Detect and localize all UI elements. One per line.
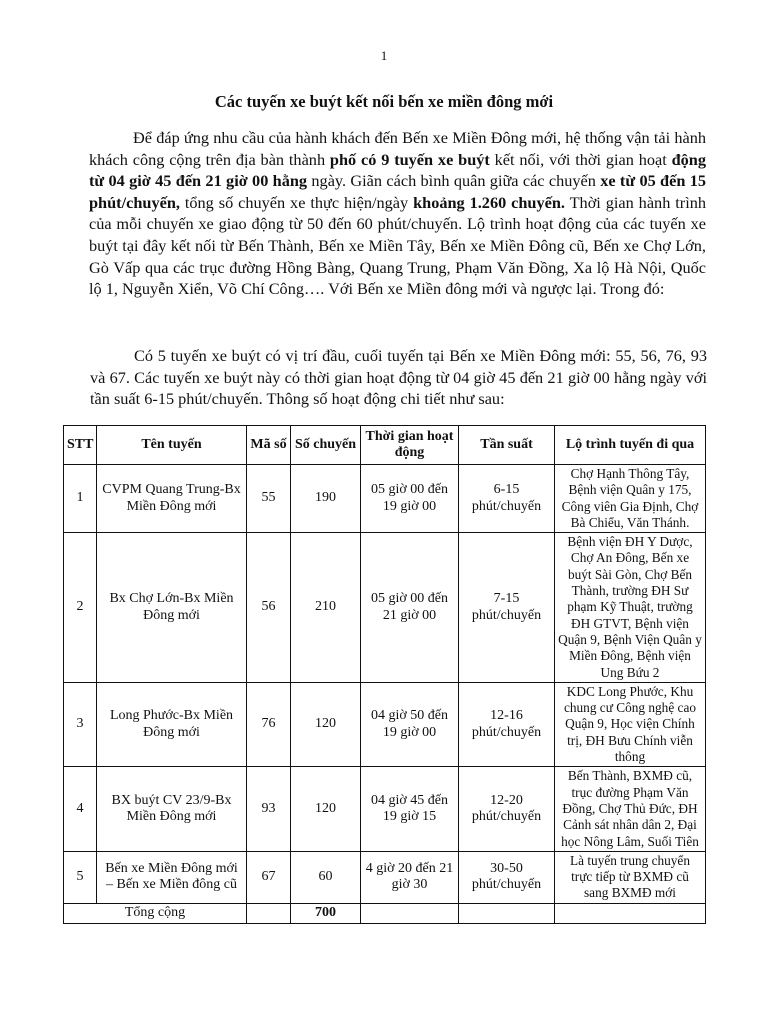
- cell-route-code: 56: [247, 533, 291, 683]
- cell-route-name: BX buýt CV 23/9-Bx Miền Đông mới: [97, 767, 247, 851]
- cell-trips: 190: [291, 465, 361, 533]
- cell-frequency: 12-16 phút/chuyến: [459, 682, 555, 766]
- summary-paragraph: Có 5 tuyến xe buýt có vị trí đầu, cuối tuyến tại Bến xe Miền Đông mới: 55, 56, 76, 93 và 67. Các tuyến xe buýt này có thời gian hoạt động từ 04 giờ 45 đến 21 giờ 00 hằng ngày với tần suất 6-15 phút/chuyến. Thông số hoạt động chi tiết như sau:: [90, 346, 707, 409]
- table-header-row: [64, 426, 706, 465]
- total-empty-cell: [361, 903, 459, 923]
- cell-route-path: Bệnh viện ĐH Y Dược, Chợ An Đông, Bến xe buýt Sài Gòn, Chợ Bến Thành, trường ĐH Sư phạm Kỹ Thuật, trường ĐH GTVT, Bệnh viện Quận 9, Bệnh Viện Quân y Miền Đông, Bệnh viện Ung Bứu 2: [555, 533, 706, 683]
- total-empty-cell: [555, 903, 706, 923]
- header-trips: Số chuyến: [291, 426, 361, 465]
- header-route-name: Tên tuyến: [97, 426, 247, 465]
- header-route-path: Lộ trình tuyến đi qua: [555, 426, 706, 465]
- table-total-row: [64, 903, 706, 923]
- cell-route-name: Bến xe Miền Đông mới – Bến xe Miền đông cũ: [97, 851, 247, 903]
- cell-operating-hours: 04 giờ 45 đến 19 giờ 15: [361, 767, 459, 851]
- cell-route-path: KDC Long Phước, Khu chung cư Công nghệ cao Quận 9, Học viện Chính trị, ĐH Bưu Chính viễn thông: [555, 682, 706, 766]
- cell-route-path: Bến Thành, BXMĐ cũ, trục đường Phạm Văn Đồng, Chợ Thủ Đức, ĐH Cảnh sát nhân dân 2, Đại học Nông Lâm, Suối Tiên: [555, 767, 706, 851]
- cell-trips: 120: [291, 682, 361, 766]
- cell-route-name: Bx Chợ Lớn-Bx Miền Đông mới: [97, 533, 247, 683]
- cell-frequency: 12-20 phút/chuyến: [459, 767, 555, 851]
- intro-paragraph: Để đáp ứng nhu cầu của hành khách đến Bến xe Miền Đông mới, hệ thống vận tải hành khách công cộng trên địa bàn thành phố có 9 tuyến xe buýt kết nối, với thời gian hoạt động từ 04 giờ 45 đến 21 giờ 00 hằng ngày. Giãn cách bình quân giữa các chuyến xe từ 05 đến 15 phút/chuyến, tổng số chuyến xe thực hiện/ngày khoảng 1.260 chuyến. Thời gian hành trình của mỗi chuyến xe giao động từ 50 đến 60 phút/chuyến. Lộ trình hoạt động của các tuyến xe buýt tại đây kết nối từ Bến Thành, Bến xe Miền Tây, Bến xe Miền Đông cũ, Bến xe Chợ Lớn, Gò Vấp qua các trục đường Hồng Bàng, Quang Trung, Phạm Văn Đồng, Xa lộ Hà Nội, Quốc lộ 1, Nguyễn Xiển, Võ Chí Công…. Với Bến xe Miền đông mới và ngược lại. Trong đó:: [89, 128, 707, 299]
- cell-stt: 1: [64, 465, 97, 533]
- cell-route-code: 76: [247, 682, 291, 766]
- cell-route-path: Chợ Hạnh Thông Tây, Bệnh viện Quân y 175, Công viên Gia Định, Chợ Bà Chiểu, Văn Thánh.: [555, 465, 706, 533]
- header-stt: STT: [64, 426, 97, 465]
- table-row: [64, 465, 706, 533]
- total-empty-cell: [247, 903, 291, 923]
- cell-route-path: Là tuyến trung chuyển trực tiếp từ BXMĐ cũ sang BXMĐ mới: [555, 851, 706, 903]
- cell-operating-hours: 04 giờ 50 đến 19 giờ 00: [361, 682, 459, 766]
- cell-stt: 3: [64, 682, 97, 766]
- table-row: [64, 682, 706, 766]
- table-row: [64, 533, 706, 683]
- bus-routes-table: [63, 425, 706, 924]
- table-row: [64, 767, 706, 851]
- cell-stt: 4: [64, 767, 97, 851]
- cell-route-name: Long Phước-Bx Miền Đông mới: [97, 682, 247, 766]
- total-empty-cell: [459, 903, 555, 923]
- total-label: Tổng cộng: [64, 903, 247, 923]
- cell-route-code: 67: [247, 851, 291, 903]
- header-frequency: Tần suất: [459, 426, 555, 465]
- page-number: 1: [380, 48, 388, 63]
- cell-trips: 120: [291, 767, 361, 851]
- header-operating-hours: Thời gian hoạt động: [361, 426, 459, 465]
- cell-frequency: 6-15 phút/chuyến: [459, 465, 555, 533]
- total-trips: 700: [291, 903, 361, 923]
- cell-stt: 2: [64, 533, 97, 683]
- cell-route-code: 55: [247, 465, 291, 533]
- cell-operating-hours: 4 giờ 20 đến 21 giờ 30: [361, 851, 459, 903]
- cell-frequency: 30-50 phút/chuyến: [459, 851, 555, 903]
- cell-operating-hours: 05 giờ 00 đến 19 giờ 00: [361, 465, 459, 533]
- cell-route-name: CVPM Quang Trung-Bx Miền Đông mới: [97, 465, 247, 533]
- cell-route-code: 93: [247, 767, 291, 851]
- document-title: Các tuyến xe buýt kết nối bến xe miền đông mới: [214, 92, 554, 111]
- table-row: [64, 851, 706, 903]
- cell-trips: 60: [291, 851, 361, 903]
- cell-stt: 5: [64, 851, 97, 903]
- cell-frequency: 7-15 phút/chuyến: [459, 533, 555, 683]
- header-route-code: Mã số: [247, 426, 291, 465]
- cell-trips: 210: [291, 533, 361, 683]
- cell-operating-hours: 05 giờ 00 đến 21 giờ 00: [361, 533, 459, 683]
